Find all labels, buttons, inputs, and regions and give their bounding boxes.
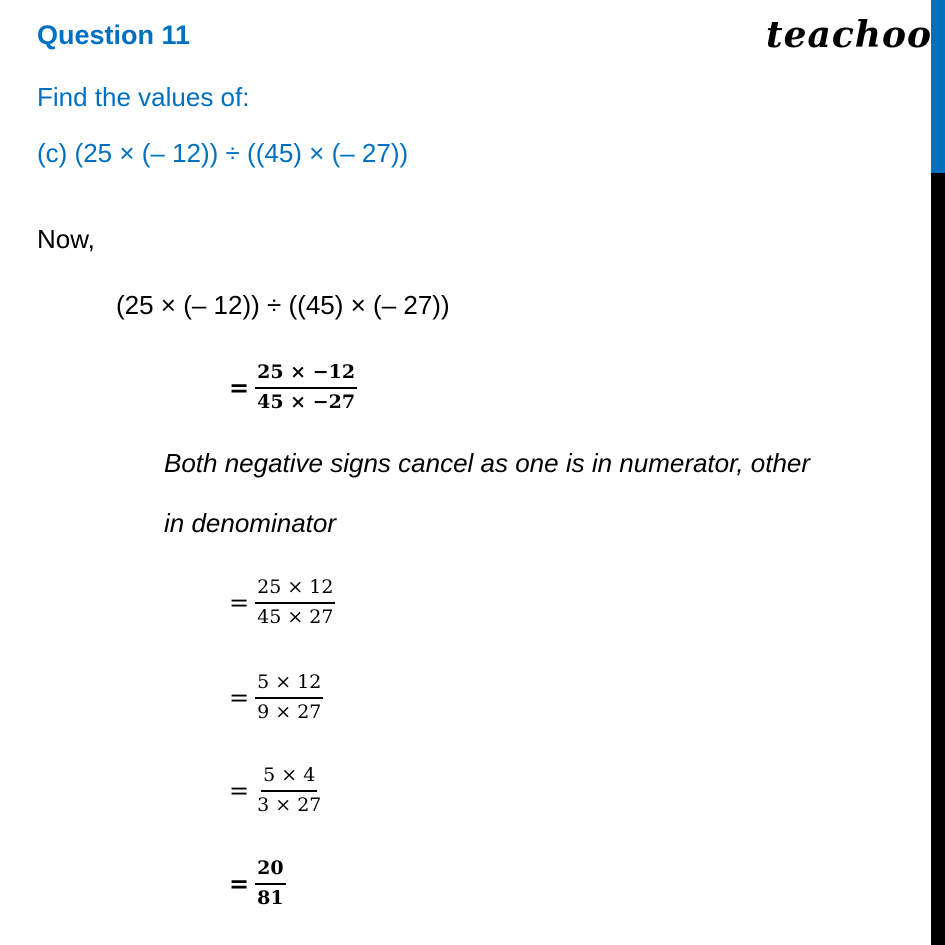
question-title: Question 11	[37, 20, 191, 50]
denominator: 45 × 27	[257, 605, 334, 628]
numerator: 5 × 12	[255, 672, 323, 699]
question-prompt: Find the values of:	[37, 82, 250, 112]
step-2-fraction	[229, 577, 335, 629]
denominator: 45 × −27	[257, 390, 356, 413]
equals-sign: =	[229, 776, 250, 805]
side-accent-bar-black	[931, 173, 945, 945]
step-1-fraction	[229, 362, 357, 414]
fraction	[255, 577, 335, 629]
side-accent-bar-blue	[931, 0, 945, 173]
solution-expression: (25 × (– 12)) ÷ ((45) × (– 27))	[116, 290, 450, 320]
numerator: 20	[255, 858, 285, 885]
equals-sign: =	[229, 683, 250, 712]
numerator: 25 × −12	[255, 362, 357, 389]
note-line-2: in denominator	[164, 508, 336, 538]
numerator: 25 × 12	[255, 577, 335, 604]
fraction	[255, 765, 323, 817]
denominator: 3 × 27	[257, 793, 322, 816]
question-part-c: (c) (25 × (– 12)) ÷ ((45) × (– 27))	[37, 138, 409, 168]
equals-sign: =	[229, 869, 250, 899]
denominator: 9 × 27	[257, 700, 322, 723]
step-5-final-answer	[229, 858, 286, 910]
step-4-fraction	[229, 765, 323, 817]
solution-intro: Now,	[37, 224, 95, 254]
numerator: 5 × 4	[261, 765, 317, 792]
equals-sign: =	[229, 588, 250, 617]
fraction	[255, 672, 323, 724]
teachoo-logo: teachoo	[766, 14, 932, 56]
step-3-fraction	[229, 672, 323, 724]
denominator: 81	[257, 886, 284, 909]
fraction	[255, 858, 285, 910]
note-line-1: Both negative signs cancel as one is in numerator, other	[164, 448, 811, 478]
equals-sign: =	[229, 373, 250, 403]
fraction	[255, 362, 357, 414]
